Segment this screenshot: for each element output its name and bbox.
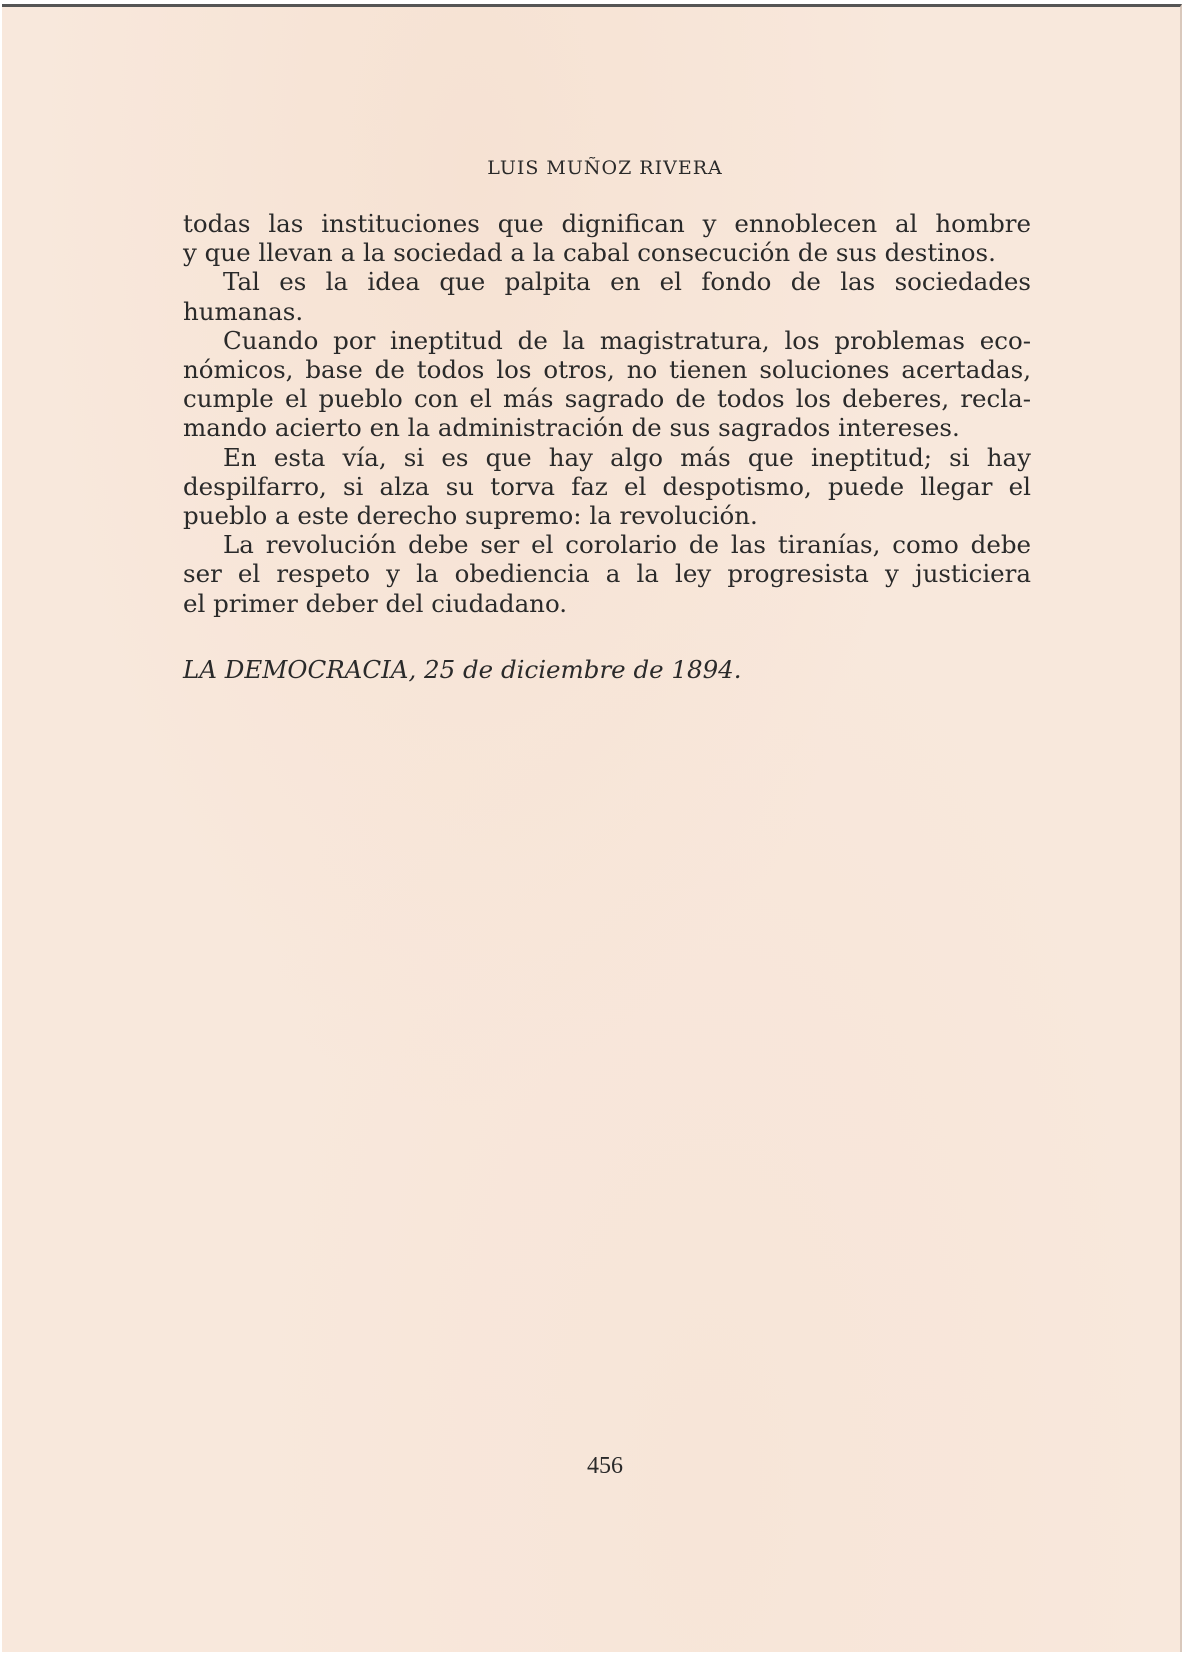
text-line: despilfarro, si alza su torva faz el despotismo, puede llegar el [183,471,1031,501]
article-body [183,209,1031,618]
text-line: Tal es la idea que palpita en el fondo de las sociedades [223,267,1031,297]
text-line: todas las instituciones que dignifican y ennoblecen al hombre [183,209,1031,238]
page-number: 456 [587,1453,623,1479]
text-line: Cuando por ineptitud de la magistratura, los problemas eco- [223,325,1031,355]
document-page [2,4,1182,1652]
text-line: cumple el pueblo con el más sagrado de todos los deberes, recla- [183,384,1031,414]
text-line: mando acierto en la administración de sus sagrados intereses. [183,413,960,443]
text-line: nómicos, base de todos los otros, no tienen soluciones acertadas, [183,355,1031,385]
text-line: La revolución debe ser el corolario de las tiranías, como debe [223,530,1031,560]
text-line: y que llevan a la sociedad a la cabal consecución de sus destinos. [183,238,996,268]
text-line: ser el respeto y la obediencia a la ley progresista y justiciera [183,559,1031,589]
text-line: humanas. [183,296,304,326]
text-line: el primer deber del ciudadano. [183,588,568,618]
text-line: pueblo a este derecho supremo: la revolución. [183,501,758,531]
source-citation: LA DEMOCRACIA, 25 de diciembre de 1894. [183,655,742,684]
text-line: En esta vía, si es que hay algo más que ineptitud; si hay [223,442,1031,472]
running-head: LUIS MUÑOZ RIVERA [487,157,723,179]
